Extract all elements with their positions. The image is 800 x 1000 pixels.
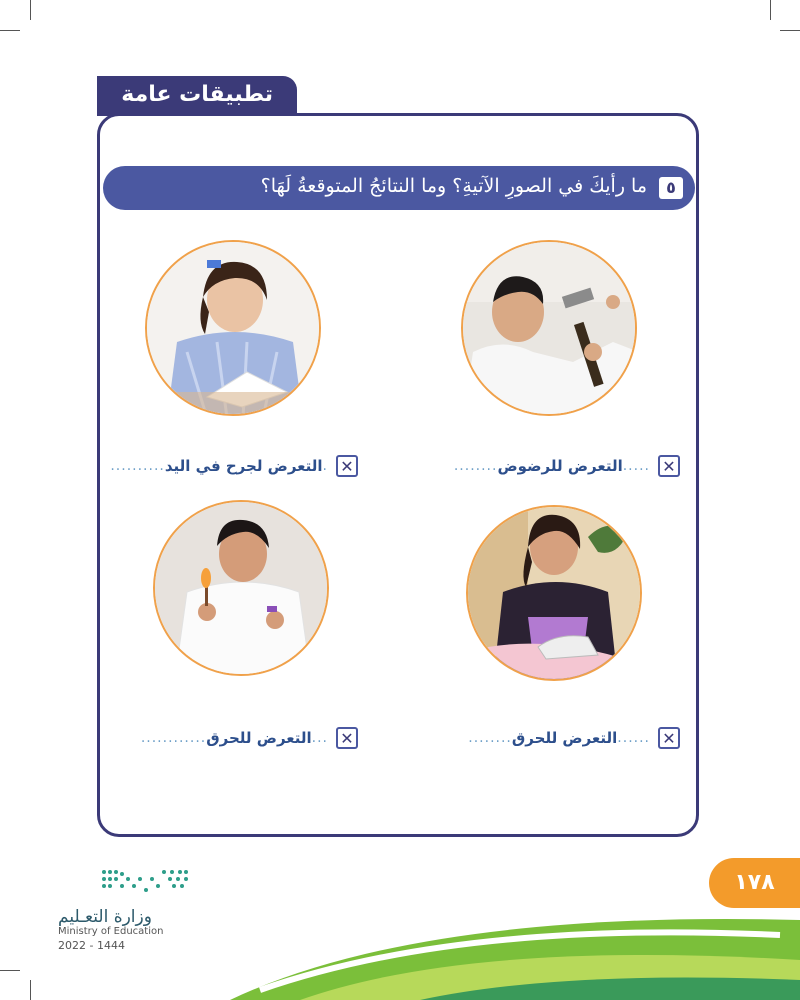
question-text: ما رأيكَ في الصورِ الآتيةِ؟ وما النتائجُ المتوقعةُ لَهَا؟	[260, 175, 647, 197]
answer-text: التعرض لجرح في اليد	[164, 457, 323, 475]
crop-mark	[770, 0, 771, 20]
cross-mark-icon[interactable]: ✕	[658, 455, 680, 477]
answer-row	[468, 724, 680, 752]
ministry-logo-icon	[100, 866, 190, 898]
ministry-name-en: Ministry of Education	[58, 926, 164, 937]
crop-mark	[30, 0, 31, 20]
answer-row	[141, 724, 358, 752]
answer-dots: .....	[622, 458, 650, 474]
ministry-name-ar: وزارة التعـليم	[58, 907, 152, 927]
answer-dots: ..........	[110, 458, 165, 474]
section-title: تطبيقات عامة	[121, 82, 273, 107]
cross-mark-icon[interactable]: ✕	[336, 455, 358, 477]
page-number: ١٧٨	[709, 858, 800, 908]
answer-row	[454, 452, 680, 480]
answer-dots: ............	[140, 730, 207, 746]
crop-mark	[0, 30, 20, 31]
photo-boy-match	[153, 500, 329, 676]
photo-girl-paper	[145, 240, 321, 416]
cross-mark-icon[interactable]: ✕	[658, 727, 680, 749]
answer-dots: ........	[468, 730, 512, 746]
question-number: ٥	[659, 177, 683, 199]
question-bar	[103, 166, 695, 210]
answer-text: التعرض للحرق	[511, 729, 618, 747]
answer-dots: ........	[453, 458, 498, 474]
photo-boy-hammer	[461, 240, 637, 416]
answer-row	[110, 452, 358, 480]
answer-dots: ......	[617, 730, 650, 746]
answer-text: التعرض للرضوض	[497, 457, 623, 475]
section-tab	[97, 76, 297, 116]
answer-dots: ...	[311, 730, 328, 746]
ministry-year: 2022 - 1444	[58, 939, 125, 952]
photo-girl-ironing	[466, 505, 642, 681]
answer-dots: .	[322, 458, 328, 474]
answer-text: التعرض للحرق	[206, 729, 312, 747]
cross-mark-icon[interactable]: ✕	[336, 727, 358, 749]
crop-mark	[780, 30, 800, 31]
